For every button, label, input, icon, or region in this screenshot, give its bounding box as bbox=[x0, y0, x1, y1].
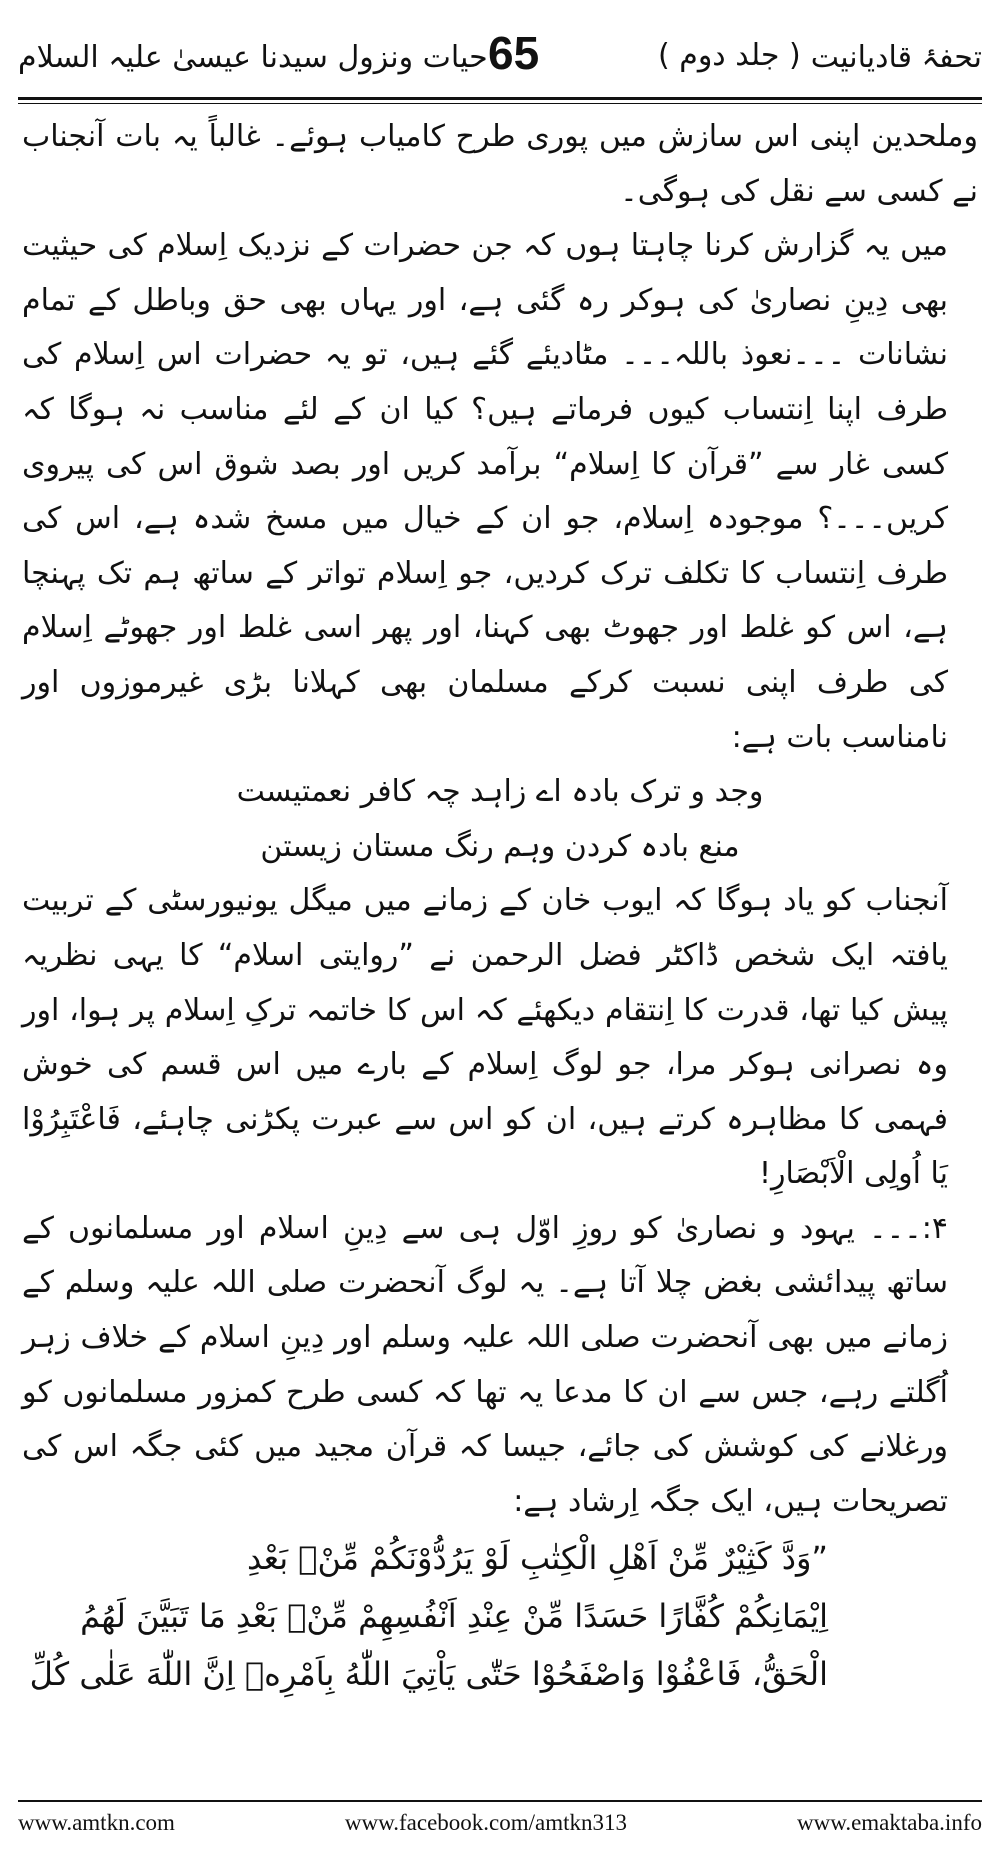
page-body bbox=[22, 110, 978, 1703]
chapter-title: حیات ونزول سیدنا عیسیٰ علیہ السلام bbox=[18, 39, 488, 75]
page-footer bbox=[18, 1806, 982, 1840]
footer-link-emaktaba: www.emaktaba.info bbox=[796, 1810, 982, 1835]
verse-line-1: وجد و ترک بادہ اے زاہد چہ کافر نعمتیست bbox=[236, 774, 764, 810]
header-rule bbox=[18, 97, 982, 100]
footer-link-facebook: www.facebook.com/amtkn313 bbox=[344, 1810, 628, 1835]
quran-quote-line-1: ”وَدَّ كَثِيْرٌ مِّنْ اَهْلِ الْكِتٰبِ لَوْ يَرُدُّوْنَكُمْ مِّنْۢ بَعْدِ bbox=[246, 1539, 828, 1578]
page-number: 65 bbox=[488, 27, 540, 79]
quran-quote-line-2: اِيْمَانِكُمْ كُفَّارًا حَسَدًا مِّنْ عِنْدِ اَنْفُسِهِمْ مِّنْۢ بَعْدِ مَا تَبَيَّنَ لَهُمُ bbox=[80, 1597, 828, 1636]
footer-rule bbox=[18, 1800, 982, 1802]
page-header bbox=[18, 20, 982, 94]
footer-link-amtkn: www.amtkn.com bbox=[18, 1810, 175, 1835]
paragraph-1: وملحدین اپنی اس سازش میں پوری طرح کامیاب ہوئے۔ غالباً یہ بات آنجناب نے کسی سے نقل کی ہوگی۔ bbox=[22, 119, 978, 209]
volume-label: ( جلد دوم ) bbox=[658, 38, 801, 73]
verse-line-2: منع بادہ کردن وہم رنگ مستان زیستن bbox=[260, 828, 740, 864]
header-rule-thin bbox=[18, 103, 982, 104]
paragraph-3: آنجناب کو یاد ہوگا کہ ایوب خان کے زمانے میں میگل یونیورسٹی کے تربیت یافتہ ایک شخص ڈاکٹر فضل الرحمن نے ”روایتی اسلام“ کا یہی نظریہ پیش کیا تھا، قدرت کا اِنتقام دیکھئے کہ اس کا خاتمہ ترکِ اِسلام پر ہوا، اور وہ نصرانی ہوکر مرا، جو لوگ اِسلام کے بارے میں اس قسم کی خوش فہمی کا مظاہرہ کرتے ہیں، ان کو اس سے عبرت پکڑنی چاہئے، فَاعْتَبِرُوْا یَا اُولِی الْاَبْصَارِ! bbox=[22, 883, 948, 1192]
quran-quote-line-3: الْحَقُّ، فَاعْفُوْا وَاصْفَحُوْا حَتّٰى يَاْتِيَ اللّٰهُ بِاَمْرِهٖ اِنَّ اللّٰهَ عَلٰى كُلِّ bbox=[29, 1655, 828, 1694]
paragraph-4: ۴:۔۔۔ یہود و نصاریٰ کو روزِ اوّل ہی سے دِینِ اسلام اور مسلمانوں کے ساتھ پیدائشی بغض چلا آتا ہے۔ یہ لوگ آنحضرت صلی اللہ علیہ وسلم کے زمانے میں بھی آنحضرت صلی اللہ علیہ وسلم اور دِینِ اسلام کے خلاف زہر اُگلتے رہے، جس سے ان کا مدعا یہ تھا کہ کسی طرح کمزور مسلمانوں کو ورغلانے کی کوشش کی جائے، جیسا کہ قرآن مجید میں کئی جگہ اس کی تصریحات ہیں، ایک جگہ اِرشاد ہے: bbox=[22, 1210, 948, 1519]
paragraph-2: میں یہ گزارش کرنا چاہتا ہوں کہ جن حضرات کے نزدیک اِسلام کی حیثیت بھی دِینِ نصاریٰ کی ہوکر رہ گئی ہے، اور یہاں بھی حق وباطل کے تمام نشانات ۔۔۔نعوذ باللہ۔۔۔ مٹادیئے گئے ہیں، تو یہ حضرات اس اِسلام کی طرف اپنا اِنتساب کیوں فرماتے ہیں؟ کیا ان کے لئے مناسب نہ ہوگا کہ کسی غار سے ”قرآن کا اِسلام“ برآمد کریں اور بصد شوق اس کی پیروی کریں۔۔۔؟ موجودہ اِسلام، جو ان کے خیال میں مسخ شدہ ہے، اس کی طرف اِنتساب کا تکلف ترک کردیں، جو اِسلام تواتر کے ساتھ ہم تک پہنچا ہے، اس کو غلط اور جھوٹ بھی کہنا، اور پھر اسی غلط اور جھوٹے اِسلام کی طرف اپنی نسبت کرکے مسلمان بھی کہلانا بڑی غیرموزوں اور نامناسب بات ہے: bbox=[22, 228, 948, 755]
book-title: تحفۂ قادیانیت bbox=[810, 39, 982, 75]
